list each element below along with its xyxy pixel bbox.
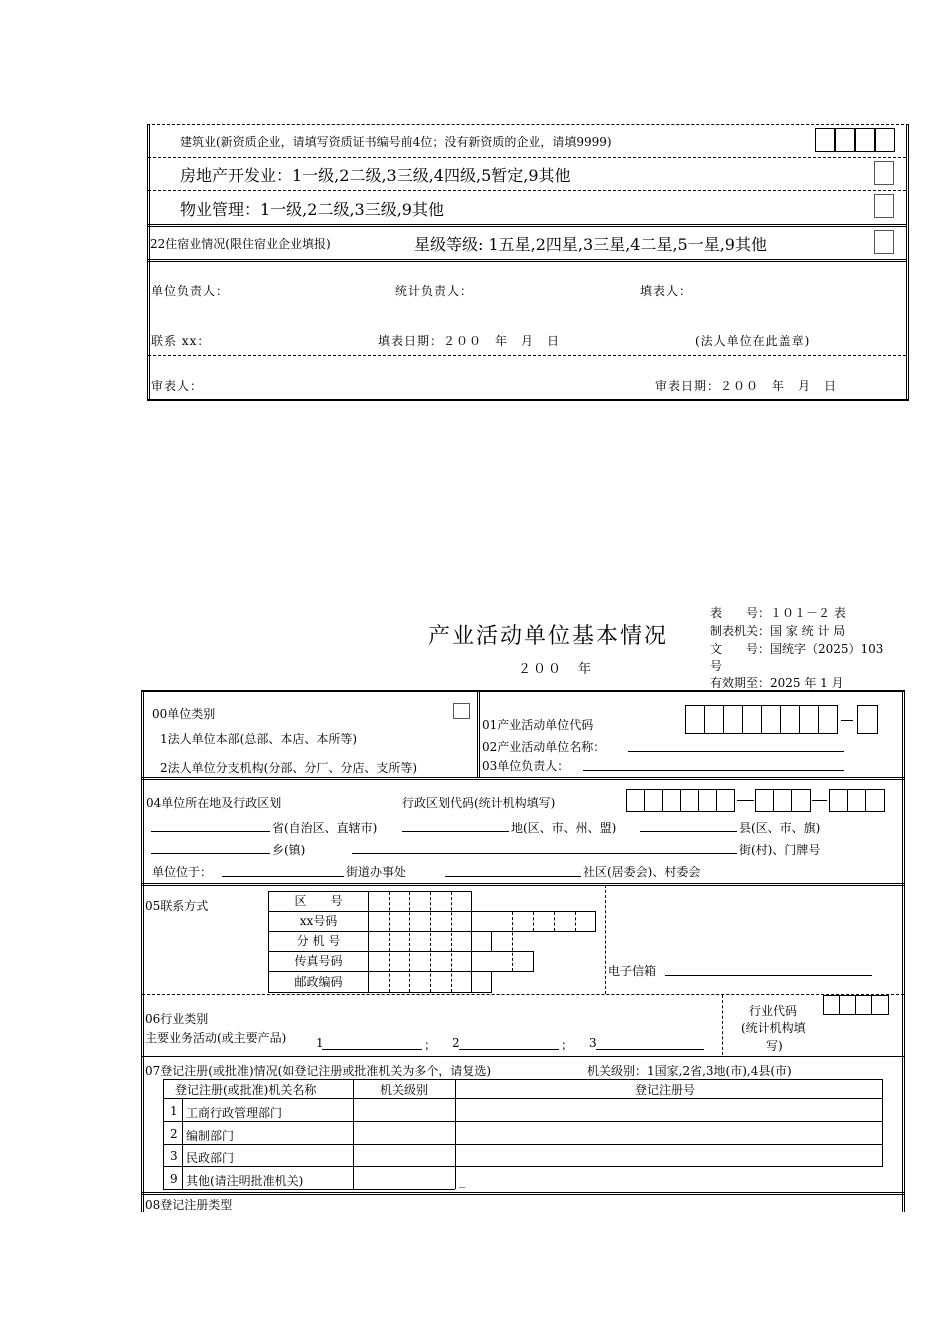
- hotel-stars-checkbox[interactable]: [874, 230, 894, 254]
- subdistrict-field[interactable]: [222, 876, 344, 877]
- subdistrict-label: 街道办事处: [346, 865, 407, 879]
- real-estate-label: 房地产开发业：1一级,2二级,3三级,4四级,5暂定,9其他: [180, 166, 571, 185]
- admin-code-cell[interactable]: [626, 789, 645, 812]
- activity-3-number: 3: [589, 1036, 597, 1050]
- row-number: 3: [170, 1149, 178, 1163]
- registration-label: 07登记注册(或批准)情况(如登记注册或批准机关为多个，请复选): [145, 1064, 491, 1078]
- main-activity-label: 主要业务活动(或主要产品): [145, 1031, 287, 1045]
- township-field[interactable]: [151, 853, 270, 854]
- row-number: 1: [170, 1104, 178, 1118]
- document-number-suffix: 号: [710, 659, 723, 673]
- hotel-stars-label: 星级等级: 1五星,2四星,3三星,4二星,5一星,9其他: [414, 235, 767, 254]
- location-in-label: 单位位于：: [152, 865, 213, 879]
- real-estate-checkbox[interactable]: [874, 161, 894, 185]
- street-field[interactable]: [352, 853, 737, 854]
- unit-category-option-1: 1法人单位本部(总部、本店、本所等): [160, 732, 357, 746]
- area-code-field[interactable]: [368, 891, 472, 912]
- industry-code-cell[interactable]: [839, 995, 856, 1015]
- unit-code-check-cell[interactable]: [857, 705, 878, 734]
- email-label: 电子信箱: [608, 964, 657, 978]
- unit-code-cell[interactable]: [761, 705, 781, 734]
- fill-date-label: 填表日期：２００ 年 月 日: [378, 334, 561, 348]
- location-label: 04单位所在地及行政区划: [146, 796, 282, 810]
- activity-2-separator: ；: [561, 1038, 574, 1052]
- province-field[interactable]: [151, 831, 270, 832]
- industry-code-cell[interactable]: [855, 995, 872, 1015]
- unit-category-label: 00单位类别: [152, 707, 216, 721]
- admin-code-cell[interactable]: [698, 789, 717, 812]
- admin-code-cell[interactable]: [865, 789, 885, 812]
- industry-code-cell[interactable]: [871, 995, 889, 1015]
- authority-level-cell[interactable]: [354, 1122, 454, 1143]
- admin-code-dash: [737, 800, 754, 801]
- phone-number-label: xx号码: [268, 911, 369, 932]
- hotel-label: 22住宿业情况(限住宿业企业填报): [150, 237, 331, 251]
- col-authority-name: 登记注册(或批准)机关名称: [175, 1083, 317, 1097]
- construction-code-cell[interactable]: [855, 128, 875, 152]
- registration-type-label: 08登记注册类型: [145, 1198, 233, 1212]
- prefecture-label: 地(区、市、州、盟): [511, 821, 617, 835]
- form-year: ２００ 年: [518, 662, 594, 677]
- row-number: 2: [170, 1127, 178, 1141]
- authority-level-cell[interactable]: [354, 1099, 454, 1120]
- unit-category-checkbox[interactable]: [453, 703, 470, 719]
- authority-name: 工商行政管理部门: [186, 1106, 283, 1120]
- review-date-label: 审表日期：２００ 年 月 日: [655, 379, 838, 393]
- activity-1-field[interactable]: [322, 1049, 422, 1050]
- county-field[interactable]: [640, 831, 737, 832]
- fax-number-label: 传真号码: [268, 951, 369, 972]
- community-field[interactable]: [445, 876, 581, 877]
- admin-code-cell[interactable]: [773, 789, 792, 812]
- registration-no-cell[interactable]: [456, 1122, 881, 1143]
- top-form-right-border: [906, 124, 909, 400]
- unit-code-cell[interactable]: [799, 705, 819, 734]
- col-registration-no: 登记注册号: [635, 1083, 696, 1097]
- area-code-label: 区 号: [268, 891, 369, 912]
- form-number: 表 号：１０１－２ 表: [710, 606, 846, 620]
- top-form-left-border: [147, 124, 150, 400]
- unit-code-cell[interactable]: [818, 705, 838, 734]
- valid-until: 有效期至：2025 年 1 月: [710, 676, 844, 690]
- col-authority-level: 机关级别: [380, 1083, 429, 1097]
- county-label: 县(区、市、旗): [739, 821, 821, 835]
- unit-category-option-2: 2法人单位分支机构(分部、分厂、分店、支所等): [160, 761, 417, 775]
- street-label: 街(村)、门牌号: [739, 843, 821, 857]
- industry-code-label: 行业代码: [749, 1004, 798, 1018]
- extension-label: 分 机 号: [268, 931, 369, 952]
- postal-code-label: 邮政编码: [268, 971, 369, 993]
- community-label: 社区(居委会)、村委会: [583, 865, 701, 879]
- main-form-right-border: [902, 690, 905, 1212]
- unit-code-cell[interactable]: [780, 705, 800, 734]
- main-form-left-border: [141, 690, 144, 1212]
- unit-code-cell[interactable]: [685, 705, 705, 734]
- unit-code-cell[interactable]: [742, 705, 762, 734]
- admin-code-cell[interactable]: [791, 789, 811, 812]
- admin-code-cell[interactable]: [755, 789, 774, 812]
- admin-code-cell[interactable]: [662, 789, 681, 812]
- authority-level-cell[interactable]: [354, 1167, 454, 1188]
- authority-name: 民政部门: [186, 1151, 235, 1165]
- authority-level-note: 机关级别：1国家,2省,3地(市),4县(市): [587, 1064, 792, 1078]
- unit-head-field-label: 03单位负责人：: [482, 759, 570, 773]
- construction-label: 建筑业(新资质企业，请填写资质证书编号前4位；没有新资质的企业，请填9999): [180, 135, 612, 149]
- unit-code-label: 01产业活动单位代码: [482, 718, 594, 732]
- unit-head-field[interactable]: [583, 770, 844, 771]
- industry-code-cell[interactable]: [823, 995, 840, 1015]
- registration-no-cell[interactable]: [456, 1145, 881, 1165]
- admin-code-cell[interactable]: [847, 789, 866, 812]
- construction-code-cell[interactable]: [835, 128, 855, 152]
- admin-code-cell[interactable]: [644, 789, 663, 812]
- activity-1-separator: ；: [424, 1038, 437, 1052]
- construction-code-cell[interactable]: [815, 128, 835, 152]
- province-label: 省(自治区、直辖市): [272, 821, 378, 835]
- unit-code-cell[interactable]: [704, 705, 724, 734]
- construction-code-cell[interactable]: [875, 128, 895, 152]
- phone-number-field[interactable]: [368, 911, 596, 932]
- other-authority-blank: _: [459, 1174, 465, 1188]
- activity-2-number: 2: [452, 1036, 460, 1050]
- industry-code-note-2: 写): [766, 1039, 783, 1053]
- issuing-authority: 制表机关：国 家 统 计 局: [710, 624, 846, 638]
- page-title: 产业活动单位基本情况: [428, 624, 669, 649]
- seal-note: (法人单位在此盖章): [695, 334, 811, 348]
- unit-head-label: 单位负责人：: [151, 284, 230, 298]
- unit-code-dash: [841, 720, 853, 721]
- document-number: 文 号：国统字（2025）103: [710, 642, 884, 656]
- property-mgmt-label: 物业管理：1一级,2二级,3三级,9其他: [180, 200, 444, 219]
- stat-head-label: 统计负责人：: [395, 284, 474, 298]
- unit-code-cell[interactable]: [723, 705, 743, 734]
- activity-1-number: 1: [316, 1036, 324, 1050]
- prefecture-field[interactable]: [402, 831, 509, 832]
- email-field[interactable]: [665, 975, 872, 976]
- admin-code-label: 行政区划代码(统计机构填写): [402, 796, 556, 810]
- unit-name-label: 02产业活动单位名称：: [482, 740, 606, 754]
- reviewer-label: 审表人：: [151, 379, 204, 393]
- admin-code-cell[interactable]: [829, 789, 848, 812]
- registration-no-cell[interactable]: [456, 1099, 881, 1120]
- activity-3-field[interactable]: [596, 1049, 704, 1050]
- activity-2-field[interactable]: [459, 1049, 559, 1050]
- contact-label: 联系 xx：: [151, 334, 211, 348]
- unit-name-field[interactable]: [628, 751, 844, 752]
- authority-name: 其他(请注明批准机关): [186, 1174, 304, 1188]
- admin-code-cell[interactable]: [716, 789, 735, 812]
- contact-method-label: 05联系方式: [145, 899, 209, 913]
- admin-code-cell[interactable]: [680, 789, 699, 812]
- industry-category-label: 06行业类别: [145, 1012, 209, 1026]
- admin-code-dash: [812, 800, 827, 801]
- authority-name: 编制部门: [186, 1129, 235, 1143]
- township-label: 乡(镇): [272, 843, 306, 857]
- filler-label: 填表人：: [640, 284, 693, 298]
- property-mgmt-checkbox[interactable]: [874, 194, 894, 218]
- row-number: 9: [170, 1172, 178, 1186]
- industry-code-note: (统计机构填: [741, 1021, 806, 1035]
- authority-level-cell[interactable]: [354, 1145, 454, 1165]
